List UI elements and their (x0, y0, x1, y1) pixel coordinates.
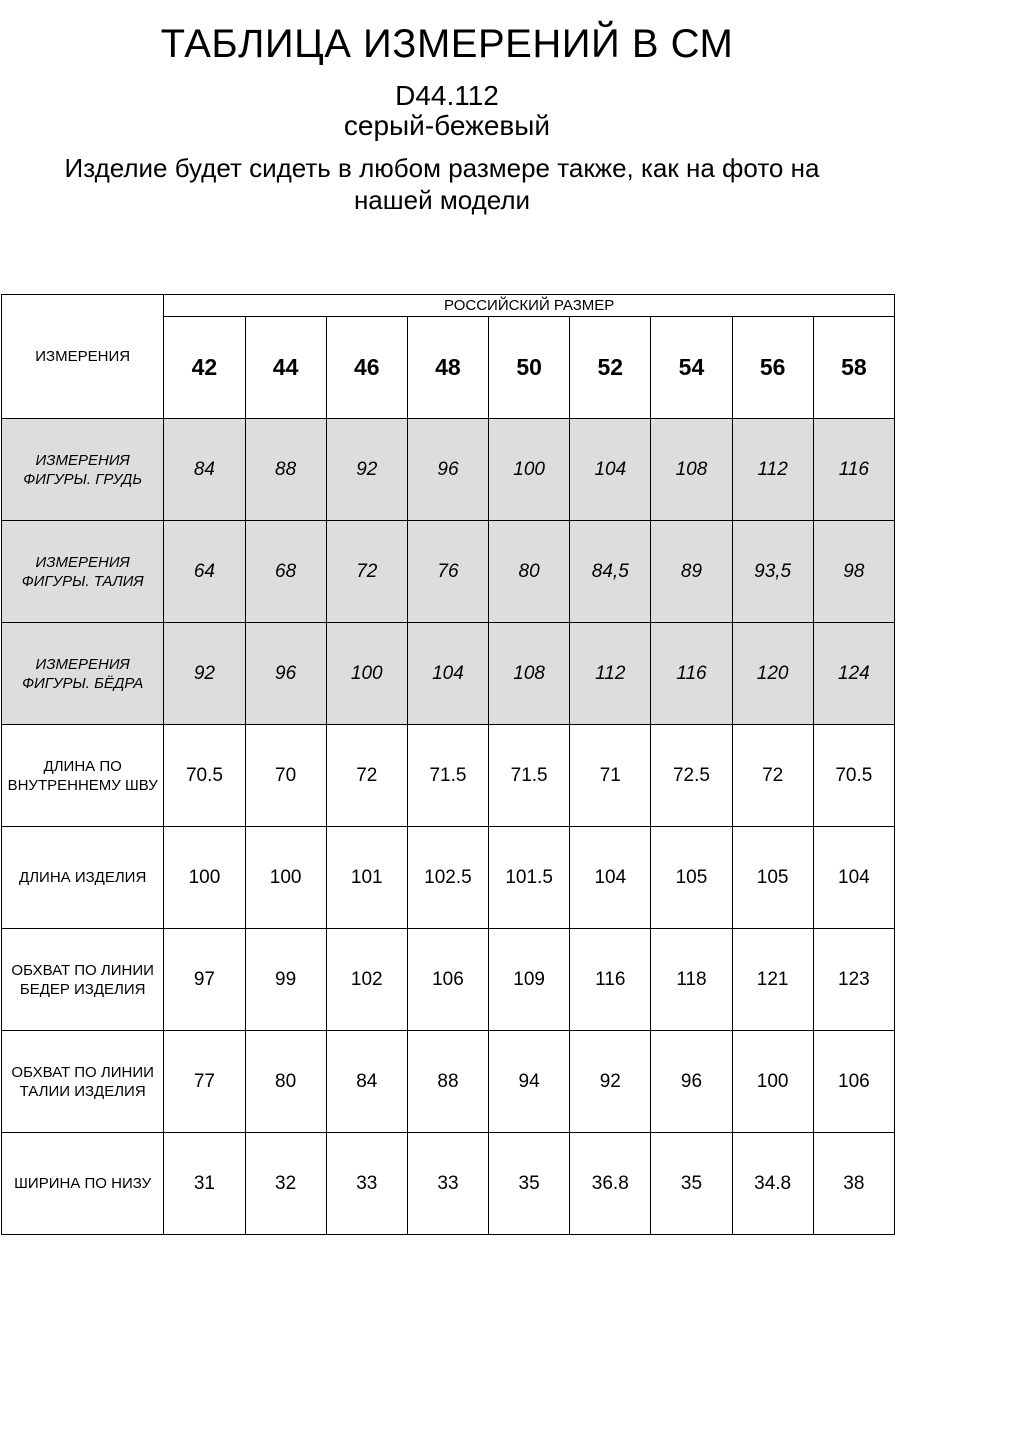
measurements-header: ИЗМЕРЕНИЯ (2, 295, 164, 419)
table-cell: 96 (651, 1031, 732, 1133)
size-header: 50 (489, 317, 570, 419)
table-cell: 88 (245, 419, 326, 521)
table-cell: 112 (570, 623, 651, 725)
size-header: 48 (407, 317, 488, 419)
row-label: ДЛИНА ИЗДЕЛИЯ (2, 827, 164, 929)
product-code: D44.112 (395, 80, 499, 111)
table-cell: 104 (407, 623, 488, 725)
table-cell: 98 (813, 521, 894, 623)
table-cell: 106 (407, 929, 488, 1031)
table-cell: 84 (164, 419, 245, 521)
table-cell: 100 (245, 827, 326, 929)
table-row-hem-width (2, 1133, 895, 1235)
table-cell: 35 (651, 1133, 732, 1235)
table-cell: 102.5 (407, 827, 488, 929)
size-header: 52 (570, 317, 651, 419)
row-label: ИЗМЕРЕНИЯ ФИГУРЫ. ТАЛИЯ (2, 521, 164, 623)
table-cell: 105 (651, 827, 732, 929)
table-cell: 121 (732, 929, 813, 1031)
table-cell: 105 (732, 827, 813, 929)
table-cell: 93,5 (732, 521, 813, 623)
table-row-waist (2, 521, 895, 623)
table-cell: 116 (570, 929, 651, 1031)
table-cell: 100 (489, 419, 570, 521)
size-header: 42 (164, 317, 245, 419)
table-cell: 109 (489, 929, 570, 1031)
table-cell: 88 (407, 1031, 488, 1133)
table-cell: 96 (245, 623, 326, 725)
size-header: 54 (651, 317, 732, 419)
size-header: 58 (813, 317, 894, 419)
table-cell: 123 (813, 929, 894, 1031)
size-table (1, 294, 895, 1235)
table-header-row (2, 295, 895, 317)
table-cell: 101.5 (489, 827, 570, 929)
table-cell: 116 (813, 419, 894, 521)
table-cell: 80 (489, 521, 570, 623)
table-cell: 64 (164, 521, 245, 623)
table-cell: 76 (407, 521, 488, 623)
table-cell: 102 (326, 929, 407, 1031)
table-cell: 72.5 (651, 725, 732, 827)
table-cell: 89 (651, 521, 732, 623)
table-cell: 72 (732, 725, 813, 827)
table-cell: 68 (245, 521, 326, 623)
table-cell: 108 (489, 623, 570, 725)
table-cell: 72 (326, 725, 407, 827)
size-header: 44 (245, 317, 326, 419)
table-cell: 106 (813, 1031, 894, 1133)
table-cell: 104 (813, 827, 894, 929)
table-cell: 71.5 (407, 725, 488, 827)
page-title: ТАБЛИЦА ИЗМЕРЕНИЙ В СМ (160, 22, 734, 66)
table-row-hips (2, 623, 895, 725)
table-cell: 35 (489, 1133, 570, 1235)
table-cell: 108 (651, 419, 732, 521)
table-cell: 31 (164, 1133, 245, 1235)
table-cell: 92 (326, 419, 407, 521)
table-cell: 33 (326, 1133, 407, 1235)
table-cell: 32 (245, 1133, 326, 1235)
table-cell: 84,5 (570, 521, 651, 623)
table-cell: 100 (326, 623, 407, 725)
table-cell: 84 (326, 1031, 407, 1133)
table-cell: 97 (164, 929, 245, 1031)
row-label: ОБХВАТ ПО ЛИНИИ ТАЛИИ ИЗДЕЛИЯ (2, 1031, 164, 1133)
table-cell: 104 (570, 419, 651, 521)
table-cell: 71 (570, 725, 651, 827)
table-cell: 94 (489, 1031, 570, 1133)
size-header: 46 (326, 317, 407, 419)
table-cell: 100 (732, 1031, 813, 1133)
table-cell: 77 (164, 1031, 245, 1133)
russian-size-header: РОССИЙСКИЙ РАЗМЕР (164, 295, 895, 317)
table-cell: 71.5 (489, 725, 570, 827)
table-row-garment-waist (2, 1031, 895, 1133)
product-color: серый-бежевый (343, 110, 551, 141)
table-cell: 96 (407, 419, 488, 521)
table-cell: 33 (407, 1133, 488, 1235)
table-cell: 38 (813, 1133, 894, 1235)
table-cell: 116 (651, 623, 732, 725)
table-cell: 36.8 (570, 1133, 651, 1235)
table-cell: 70.5 (164, 725, 245, 827)
table-row-length (2, 827, 895, 929)
table-cell: 101 (326, 827, 407, 929)
table-cell: 118 (651, 929, 732, 1031)
size-header: 56 (732, 317, 813, 419)
table-cell: 100 (164, 827, 245, 929)
row-label: ШИРИНА ПО НИЗУ (2, 1133, 164, 1235)
table-row-bust (2, 419, 895, 521)
table-row-inseam (2, 725, 895, 827)
table-cell: 34.8 (732, 1133, 813, 1235)
row-label: ОБХВАТ ПО ЛИНИИ БЕДЕР ИЗДЕЛИЯ (2, 929, 164, 1031)
table-cell: 70 (245, 725, 326, 827)
table-cell: 72 (326, 521, 407, 623)
table-cell: 120 (732, 623, 813, 725)
fit-note: Изделие будет сидеть в любом размере также, как на фото на нашей модели (64, 153, 820, 215)
table-cell: 80 (245, 1031, 326, 1133)
table-row-garment-hips (2, 929, 895, 1031)
row-label: ИЗМЕРЕНИЯ ФИГУРЫ. ГРУДЬ (2, 419, 164, 521)
table-cell: 104 (570, 827, 651, 929)
table-cell: 92 (570, 1031, 651, 1133)
table-cell: 70.5 (813, 725, 894, 827)
table-cell: 124 (813, 623, 894, 725)
table-cell: 99 (245, 929, 326, 1031)
row-label: ДЛИНА ПО ВНУТРЕННЕМУ ШВУ (2, 725, 164, 827)
table-cell: 112 (732, 419, 813, 521)
table-cell: 92 (164, 623, 245, 725)
row-label: ИЗМЕРЕНИЯ ФИГУРЫ. БЁДРА (2, 623, 164, 725)
